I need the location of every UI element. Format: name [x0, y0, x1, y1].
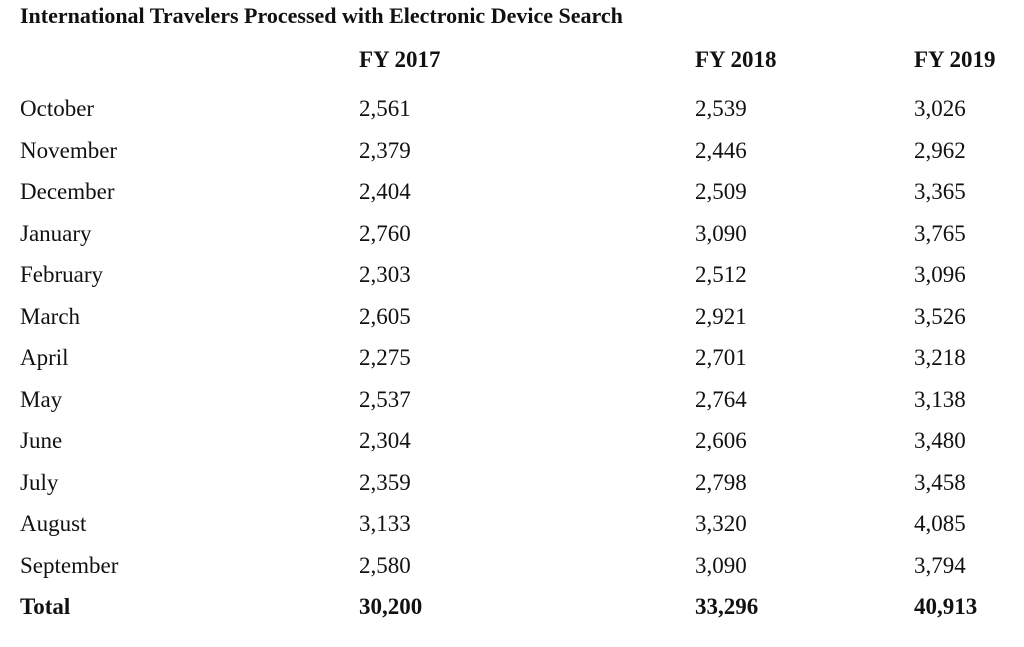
total-label: Total	[20, 594, 71, 619]
cell-fy2018: 2,764	[695, 386, 747, 412]
table-row	[0, 260, 1024, 301]
cell-fy2018: 2,606	[695, 428, 747, 453]
row-label: June	[20, 428, 63, 453]
cell-fy2017: 2,275	[359, 345, 411, 370]
cell-fy2019: 3,765	[914, 220, 966, 246]
cell-fy2018: 2,539	[695, 96, 747, 121]
table-row	[0, 468, 1024, 509]
row-label: March	[20, 303, 81, 329]
row-label: May	[20, 386, 63, 412]
cell-fy2017: 2,580	[359, 552, 411, 578]
cell-fy2017: 2,404	[359, 179, 411, 204]
row-label: January	[20, 220, 92, 246]
total-fy2017: 30,200	[359, 594, 423, 619]
total-fy2018: 33,296	[695, 594, 759, 619]
row-label: October	[20, 96, 95, 121]
cell-fy2018: 2,798	[695, 469, 747, 495]
cell-fy2017: 2,561	[359, 96, 411, 121]
cell-fy2017: 2,605	[359, 303, 411, 329]
cell-fy2017: 3,133	[359, 511, 411, 536]
cell-fy2018: 2,446	[695, 137, 747, 163]
row-label: November	[20, 137, 118, 163]
cell-fy2017: 2,304	[359, 428, 411, 453]
cell-fy2018: 2,509	[695, 179, 747, 204]
cell-fy2019: 2,962	[914, 137, 966, 163]
row-label: July	[20, 469, 59, 495]
column-header-fy2019: FY 2019	[914, 47, 996, 72]
cell-fy2019: 3,794	[914, 552, 966, 578]
cell-fy2017: 2,537	[359, 386, 411, 412]
row-label: December	[20, 179, 115, 204]
cell-fy2019: 3,365	[914, 179, 966, 204]
cell-fy2018: 3,320	[695, 511, 747, 536]
row-label: September	[20, 552, 119, 578]
table-title: International Travelers Processed with Electronic Device Search	[20, 3, 623, 28]
cell-fy2018: 2,921	[695, 303, 747, 329]
cell-fy2019: 3,138	[914, 386, 966, 412]
table-row	[0, 177, 1024, 218]
cell-fy2019: 3,526	[914, 303, 966, 329]
table-row	[0, 385, 1024, 426]
table-row	[0, 302, 1024, 343]
table-row	[0, 509, 1024, 550]
cell-fy2017: 2,760	[359, 220, 411, 246]
total-fy2019: 40,913	[914, 594, 978, 619]
cell-fy2019: 3,026	[914, 96, 966, 121]
cell-fy2019: 3,218	[914, 345, 966, 370]
row-label: August	[20, 511, 87, 536]
table-total-row	[0, 592, 1024, 633]
row-label: February	[20, 262, 104, 287]
table-row	[0, 343, 1024, 384]
cell-fy2019: 4,085	[914, 511, 966, 536]
cell-fy2017: 2,359	[359, 469, 411, 495]
table-row	[0, 94, 1024, 135]
column-header-fy2018: FY 2018	[695, 47, 777, 72]
row-label: April	[20, 345, 69, 370]
cell-fy2018: 2,701	[695, 345, 747, 370]
table-row	[0, 136, 1024, 177]
table-header-row	[0, 45, 1024, 86]
table-row	[0, 219, 1024, 260]
cell-fy2018: 3,090	[695, 220, 747, 246]
column-header-fy2017: FY 2017	[359, 47, 441, 72]
cell-fy2018: 3,090	[695, 552, 747, 578]
cell-fy2018: 2,512	[695, 262, 747, 287]
cell-fy2019: 3,458	[914, 469, 966, 495]
cell-fy2019: 3,480	[914, 428, 966, 453]
cell-fy2019: 3,096	[914, 262, 966, 287]
table-row	[0, 551, 1024, 592]
cell-fy2017: 2,303	[359, 262, 411, 287]
table-row	[0, 426, 1024, 467]
cell-fy2017: 2,379	[359, 137, 411, 163]
